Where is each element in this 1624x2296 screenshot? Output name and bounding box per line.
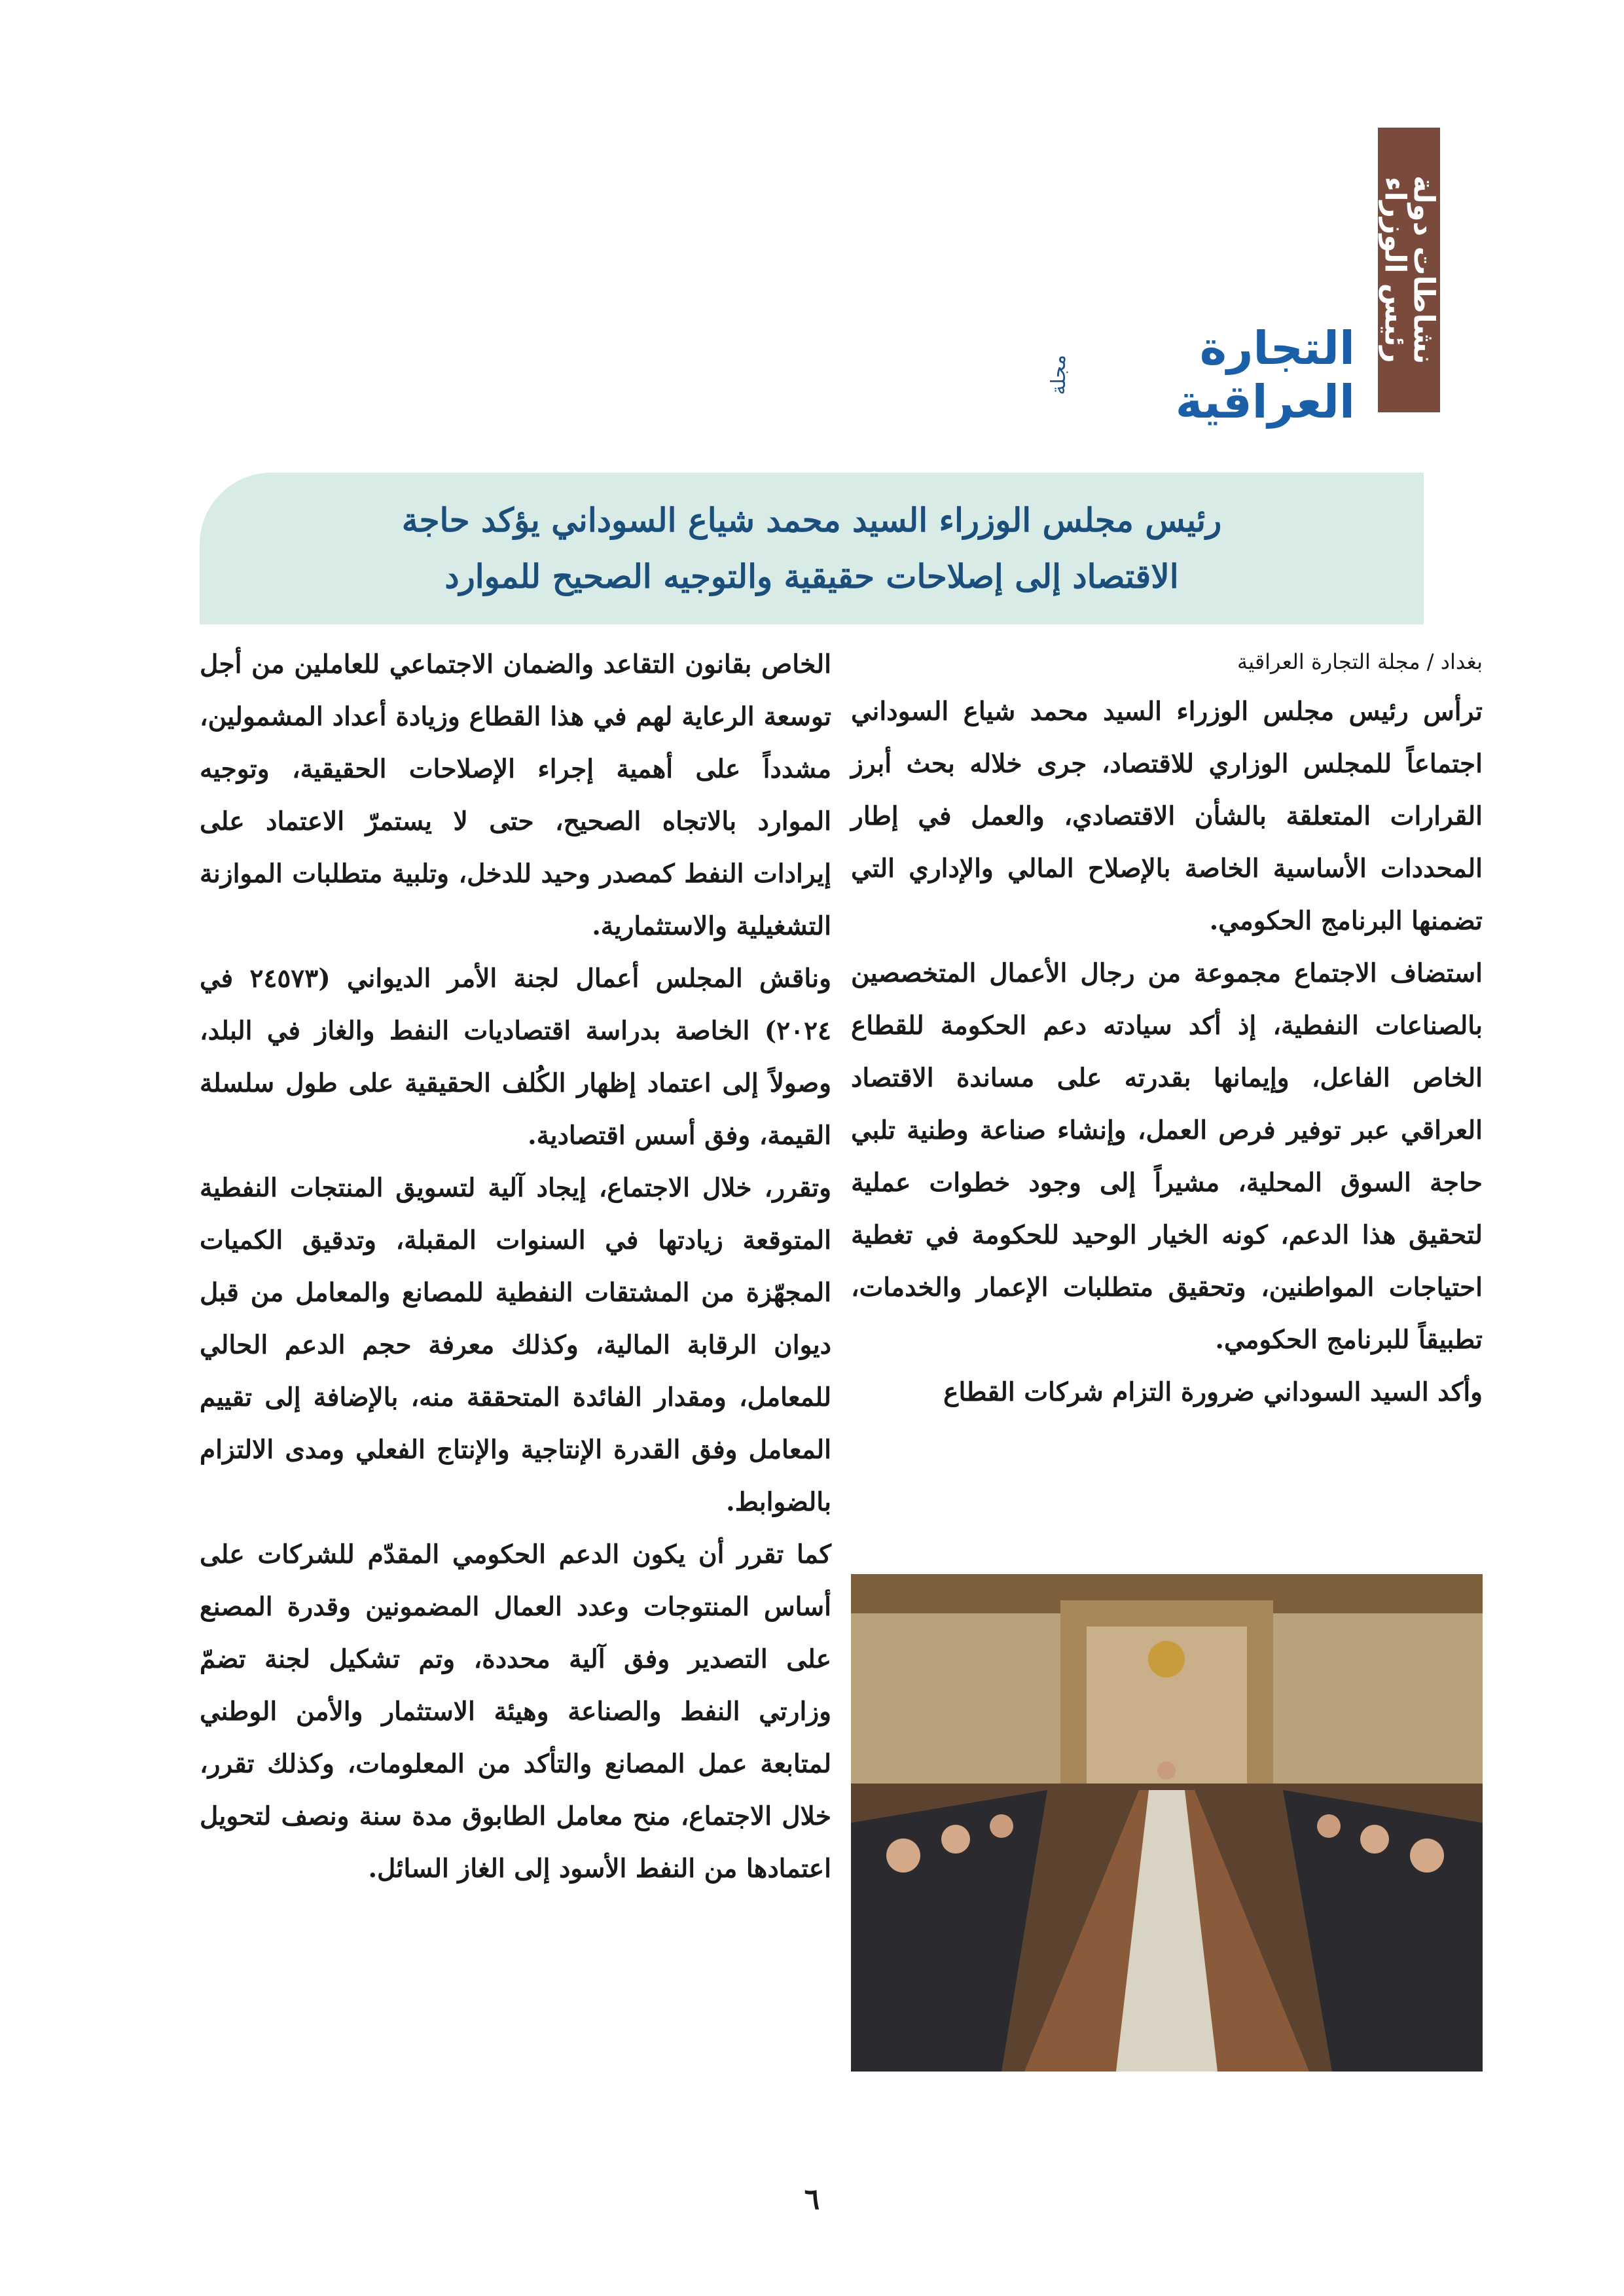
paragraph: كما تقرر أن يكون الدعم الحكومي المقدّم للشركات على أساس المنتوجات وعدد العمال المضمونين وقدرة المصنع على التصدير وفق آلية محددة، وتم تشكيل لجنة تضمّ وزارتي النفط والصناعة وهيئة الاستثمار والأمن الوطني لمتابعة عمل المصانع والتأكد من المعلومات، وكذلك تقرر، خلال الاجتماع، منح معامل الطابوق مدة سنة ونصف لتحويل اعتمادها من النفط الأسود إلى الغاز السائل. <box>200 1539 831 1884</box>
headline-box <box>200 473 1424 624</box>
paragraph: الخاص بقانون التقاعد والضمان الاجتماعي للعاملين من أجل توسعة الرعاية لهم في هذا القطاع وزيادة أعداد المشمولين، مشدداً على أهمية إجراء الإصلاحات الحقيقية، وتوجيه الموارد بالاتجاه الصحيح، حتى لا يستمرّ الاعتماد على إيرادات النفط كمصدر وحيد للدخل، وتلبية متطلبات الموازنة التشغيلية والاستثمارية. <box>200 649 831 941</box>
article-column-right <box>851 638 1483 1418</box>
meeting-photo <box>851 1574 1483 2072</box>
paragraph: استضاف الاجتماع مجموعة من رجال الأعمال المتخصصين بالصناعات النفطية، إذ أكد سيادته دعم الحكومة للقطاع الخاص الفاعل، وإيمانها بقدرته على مساندة الاقتصاد العراقي عبر توفير فرص العمل، وإنشاء صناعة وطنية تلبي حاجة السوق المحلية، مشيراً إلى وجود خطوات عملية لتحقيق هذا الدعم، كونه الخيار الوحيد للحكومة في تغطية احتياجات المواطنين، وتحقيق متطلبات الإعمار والخدمات، تطبيقاً للبرنامج الحكومي. <box>851 958 1483 1355</box>
section-tab <box>1378 128 1440 412</box>
headline-line-2: الاقتصاد إلى إصلاحات حقيقية والتوجيه الصحيح للموارد <box>444 557 1179 596</box>
magazine-name: التجارة العراقية <box>1175 321 1355 429</box>
article-column-left <box>200 638 831 1895</box>
paragraph: وناقش المجلس أعمال لجنة الأمر الديواني (٢٤٥٧٣ في ٢٠٢٤) الخاصة بدراسة اقتصاديات النفط والغاز في البلد، وصولاً إلى اعتماد إظهار الكُلف الحقيقية على طول سلسلة القيمة، وفق أسس اقتصادية. <box>200 963 831 1151</box>
magazine-logo <box>1047 321 1355 429</box>
page-number: ٦ <box>804 2183 820 2216</box>
paragraph: وتقرر، خلال الاجتماع، إيجاد آلية لتسويق المنتجات النفطية المتوقعة زيادتها في السنوات المقبلة، وتدقيق الكميات المجهّزة من المشتقات النفطية للمصانع والمعامل من قبل ديوان الرقابة المالية، وكذلك معرفة حجم الدعم الحالي للمعامل، ومقدار الفائدة المتحققة منه، بالإضافة إلى تقييم المعامل وفق القدرة الإنتاجية والإنتاج الفعلي ومدى الالتزام بالضوابط. <box>200 1173 831 1517</box>
headline-line-1: رئيس مجلس الوزراء السيد محمد شياع السوداني يؤكد حاجة <box>401 501 1222 539</box>
paragraph: ترأس رئيس مجلس الوزراء السيد محمد شياع السوداني اجتماعاً للمجلس الوزاري للاقتصاد، جرى خلاله بحث أبرز القرارات المتعلقة بالشأن الاقتصادي، والعمل في إطار المحددات الأساسية الخاصة بالإصلاح المالي والإداري التي تضمنها البرنامج الحكومي. <box>851 696 1483 936</box>
paragraph: وأكد السيد السوداني ضرورة التزام شركات القطاع <box>943 1377 1483 1407</box>
section-tab-label: نشاطات دولة رئيس الوزراء <box>1378 175 1441 365</box>
dateline: بغداد / مجلة التجارة العراقية <box>1237 649 1483 674</box>
magazine-small-label: مجلة <box>1047 354 1070 395</box>
